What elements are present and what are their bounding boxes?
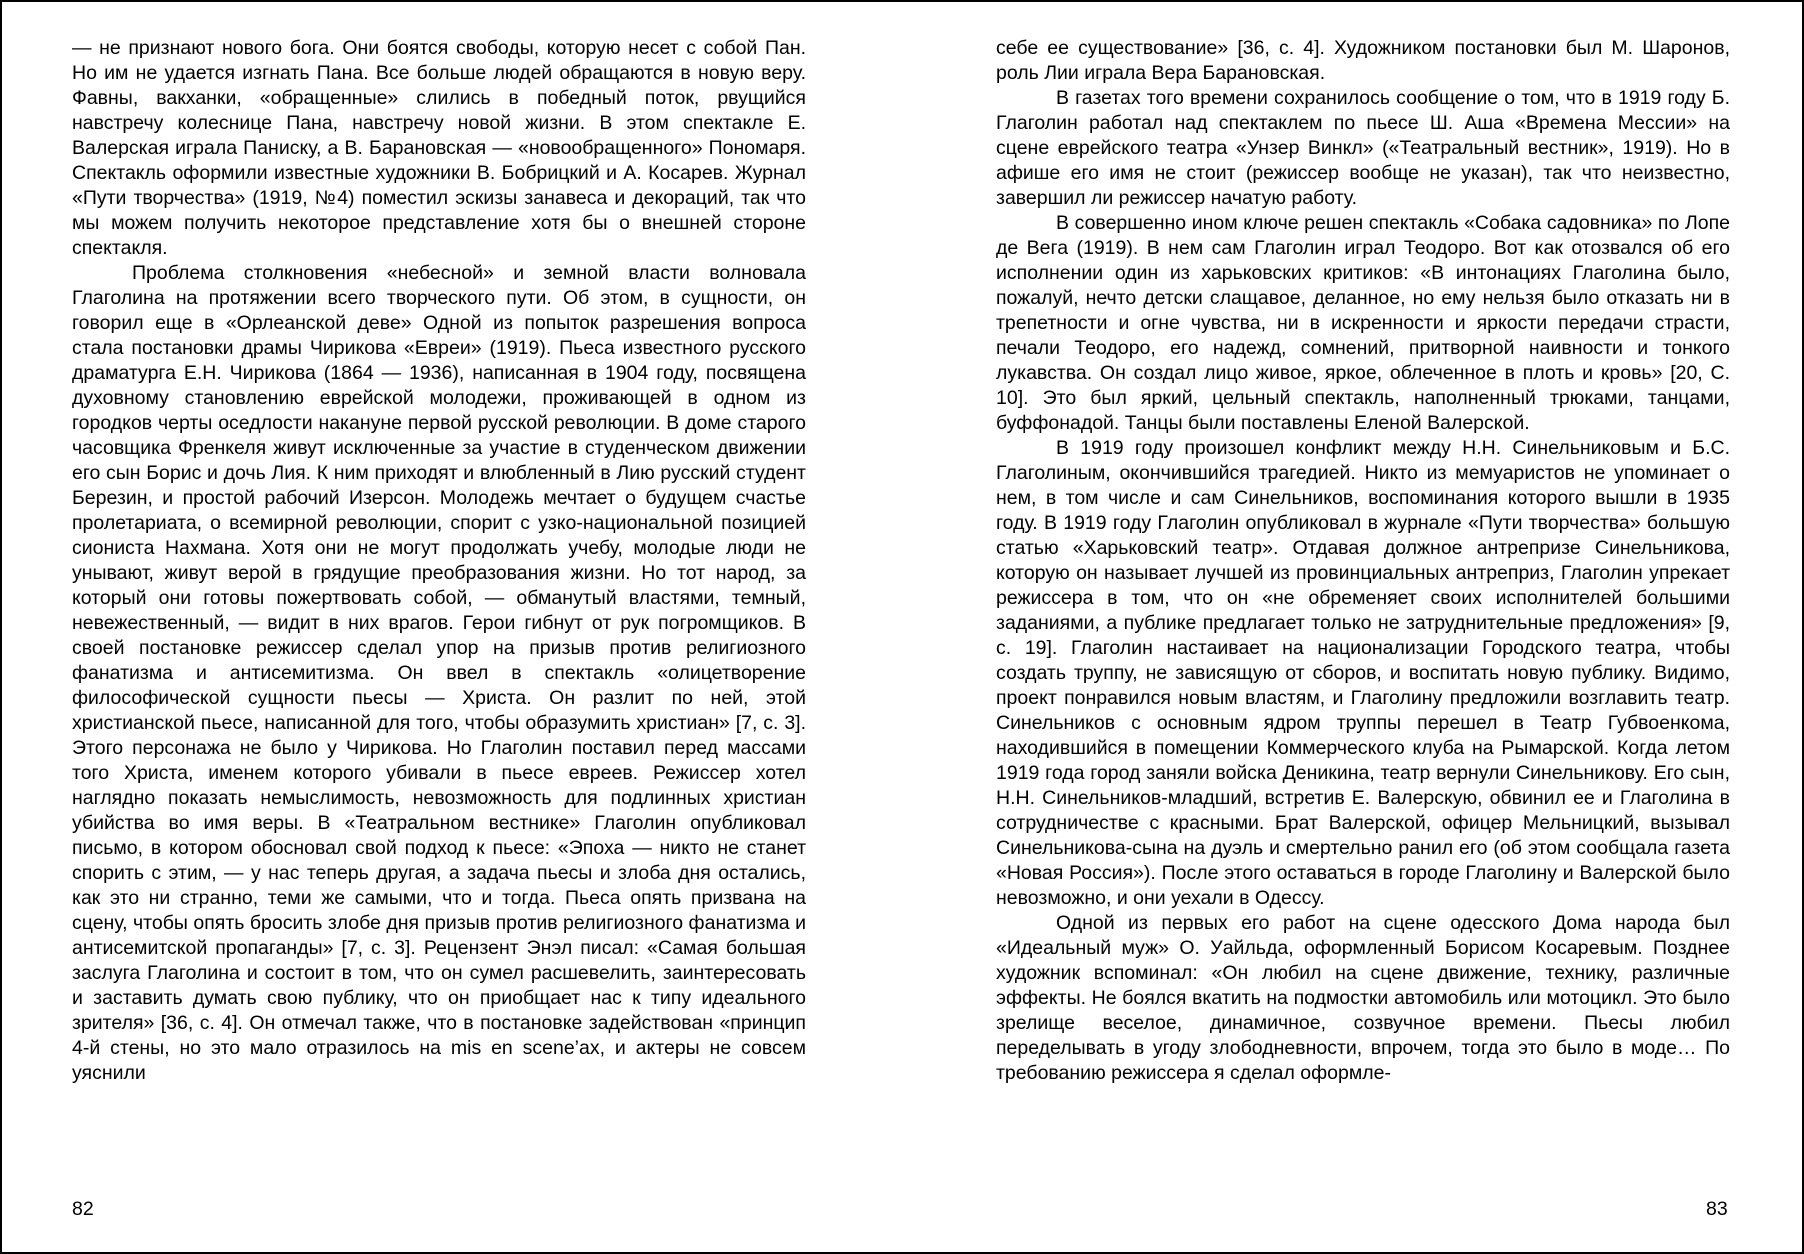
right-paragraph-5: Одной из первых его работ на сцене одесского Дома народа был «Идеальный муж» О. Уайльда, оформленный Борисом Косаревым. Позднее художник вспоминал: «Он любил на сцене движение, технику, различные эффекты. Не боялся вкатить на подмостки автомобиль или мотоцикл. Это было зрелище веселое, динамичное, созвучное времени. Пьесы любил переделывать в угоду злободневности, впрочем, тогда это было в моде… По требованию режиссера я сделал оформле- — [996, 912, 1730, 1084]
right-paragraph-2: В газетах того времени сохранилось сообщение о том, что в 1919 году Б. Глаголин работал над спектаклем по пьесе Ш. Аша «Времена Мессии» на сцене еврейского театра «Унзер Винкл» («Театральный вестник», 1919). Но в афише его имя не стоит (режиссер вообще не указан), так что неизвестно, завершил ли режиссер начатую работу. — [996, 87, 1730, 209]
right-page — [996, 36, 1730, 1086]
right-paragraph-4: В 1919 году произошел конфликт между Н.Н. Синельниковым и Б.С. Глаголиным, окончившийся трагедией. Никто из мемуаристов не упоминает о нем, в том числе и сам Синельников, воспоминания которого вышли в 1935 году. В 1919 году Глаголин опубликовал в журнале «Пути творчества» большую статью «Харьковский театр». Отдавая должное антрепризе Синельникова, которую он называет лучшей из провинциальных антреприз, Глаголин упрекает режиссера в том, что он «не обременяет своих исполнителей большими заданиями, а публике предлагает только не затруднительные предложения» [9, с. 19]. Глаголин настаивает на национализации Городского театра, чтобы создать труппу, не зависящую от сборов, и воспитать новую публику. Видимо, проект понравился новым властям, и Глаголину предложили возглавить театр. Синельников с основным ядром труппы перешел в Театр Губвоенкома, находившийся в помещении Коммерческого клуба на Рымарской. Когда летом 1919 года город заняли войска Деникина, театр вернули Синельникову. Его сын, Н.Н. Синельников-младший, встретив Е. Валерскую, обвинил ее и Глаголина в сотрудничестве с красными. Брат Валерской, офицер Мельницкий, вызывал Синельникова-сына на дуэль и смертельно ранил его (об этом сообщала газета «Новая Россия»). После этого оставаться в городе Глаголину и Валерской было невозможно, и они уехали в Одессу. — [996, 437, 1730, 909]
left-paragraph-1: — не признают нового бога. Они боятся свободы, которую несет с собой Пан. Но им не удается изгнать Пана. Все больше людей обращаются в новую веру. Фавны, вакханки, «обращенные» слились в победный поток, рвущийся навстречу колеснице Пана, навстречу новой жизни. В этом спектакле Е. Валерская играла Паниску, а В. Барановская — «новообращенного» Пономаря. Спектакль оформили известные художники В. Бобрицкий и А. Косарев. Журнал «Пути творчества» (1919, №4) поместил эскизы занавеса и декораций, так что мы можем получить некоторое представление хотя бы о внешней стороне спектакля. — [72, 37, 806, 259]
right-paragraph-1: себе ее существование» [36, с. 4]. Художником постановки был М. Шаронов, роль Лии играла Вера Барановская. — [996, 37, 1730, 84]
right-page-number: 83 — [1706, 1198, 1728, 1220]
right-paragraph-3: В совершенно ином ключе решен спектакль «Собака садовника» по Лопе де Вега (1919). В нем сам Глаголин играл Теодоро. Вот как отозвался об его исполнении один из харьковских критиков: «В интонациях Глаголина было, пожалуй, нечто детски слащавое, деланное, но ему нельзя было отказать ни в трепетности и огне чувства, ни в искренности и яркости передачи страсти, печали Теодоро, его надежд, сомнений, притворной наивности и тонкого лукавства. Он создал лицо живое, яркое, облеченное в плоть и кровь» [20, С. 10]. Это был яркий, цельный спектакль, наполненный трюками, танцами, буффонадой. Танцы были поставлены Еленой Валерской. — [996, 212, 1730, 434]
left-page — [72, 36, 806, 1086]
left-page-number: 82 — [72, 1198, 94, 1220]
left-paragraph-2: Проблема столкновения «небесной» и земной власти волновала Глаголина на протяжении всего творческого пути. Об этом, в сущности, он говорил еще в «Орлеанской деве» Одной из попыток разрешения вопроса стала постановки драмы Чирикова «Евреи» (1919). Пьеса известного русского драматурга Е.Н. Чирикова (1864 — 1936), написанная в 1904 году, посвящена духовному становлению еврейской молодежи, проживающей в одном из городков черты оседлости накануне первой русской революции. В доме старого часовщика Френкеля живут исключенные за участие в студенческом движении его сын Борис и дочь Лия. К ним приходят и влюбленный в Лию русский студент Березин, и простой рабочий Изерсон. Молодежь мечтает о будущем счастье пролетариата, о всемирной революции, спорит с узко-национальной позицией сиониста Нахмана. Хотя они не могут продолжать учебу, молодые люди не унывают, живут верой в грядущие преобразования жизни. Но тот народ, за который они готовы пожертвовать собой, — обманутый властями, темный, невежественный, — видит в них врагов. Герои гибнут от рук погромщиков. В своей постановке режиссер сделал упор на призыв против религиозного фанатизма и антисемитизма. Он ввел в спектакль «олицетворение философической сущности пьесы — Христа. Он разлит по ней, этой христианской пьесе, написанной для того, чтобы образумить христиан» [7, с. 3]. Этого персонажа не было у Чирикова. Но Глаголин поставил перед массами того Христа, именем которого убивали в пьесе евреев. Режиссер хотел наглядно показать немыслимость, невозможность для подлинных христиан убийства во имя веры. В «Театральном вестнике» Глаголин опубликовал письмо, в котором обосновал свой подход к пьесе: «Эпоха — никто не станет спорить с этим, — у нас теперь другая, а задача пьесы и злоба дня остались, как это ни странно, теми же самыми, что и тогда. Пьеса опять призвана на сцену, чтобы опять бросить злобе дня призыв против религиозного фанатизма и антисемитской пропаганды» [7, с. 3]. Рецензент Энэл писал: «Самая большая заслуга Глаголина и состоит в том, что он сумел расшевелить, заинтересовать и заставить думать свою публику, что он приобщает нас к типу идеального зрителя» [36, с. 4]. Он отмечал также, что в постановке задействован «принцип 4-й стены, но это мало отразилось на mis en scene’ах, и актеры не совсем уяснили — [72, 262, 806, 1084]
